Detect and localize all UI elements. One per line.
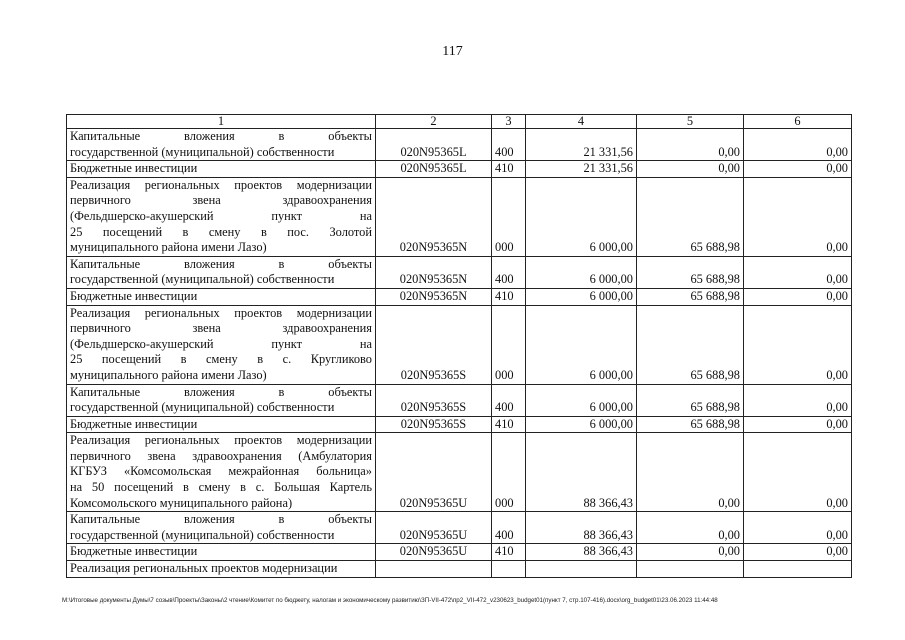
column-header: 3 [492, 115, 526, 129]
row-value-col5: 0,00 [637, 129, 744, 161]
row-value-col6: 0,00 [744, 512, 852, 544]
row-value-col4 [526, 561, 637, 578]
row-name-line: муниципального района имени Лазо) [70, 367, 267, 382]
row-name-line: Капитальные вложения в объекты [70, 384, 372, 399]
row-name [67, 544, 376, 561]
row-value-col5: 65 688,98 [637, 288, 744, 305]
row-name-line: 25 посещений в смену в с. Кругликово [70, 352, 372, 367]
row-expense-type: 000 [492, 305, 526, 384]
row-name [67, 561, 376, 578]
table-row [67, 512, 852, 544]
row-code: 020N95365U [376, 433, 492, 512]
row-name-line: (Фельдшерско-акушерский пункт на [70, 208, 372, 223]
row-name [67, 177, 376, 256]
row-value-col6: 0,00 [744, 544, 852, 561]
row-name-line: Реализация региональных проектов модернизации [70, 305, 372, 320]
row-name-line: Капитальные вложения в объекты [70, 129, 372, 143]
row-name-line: Бюджетные инвестиции [70, 416, 198, 431]
row-value-col6: 0,00 [744, 129, 852, 161]
column-header: 1 [67, 115, 376, 129]
table-row [67, 256, 852, 288]
row-code: 020N95365N [376, 177, 492, 256]
row-name-line: государственной (муниципальной) собственности [70, 527, 335, 542]
row-name-line: первичного звена здравоохранения (Амбулатория [70, 448, 372, 463]
row-name-line: Бюджетные инвестиции [70, 161, 198, 176]
table-row [67, 161, 852, 178]
row-expense-type: 400 [492, 512, 526, 544]
row-value-col4: 6 000,00 [526, 416, 637, 433]
row-value-col6: 0,00 [744, 384, 852, 416]
row-name-line: муниципального района имени Лазо) [70, 240, 267, 255]
row-value-col6 [744, 561, 852, 578]
row-name-line: (Фельдшерско-акушерский пункт на [70, 336, 372, 351]
column-header: 4 [526, 115, 637, 129]
column-header: 2 [376, 115, 492, 129]
row-value-col4: 6 000,00 [526, 177, 637, 256]
row-value-col5: 65 688,98 [637, 256, 744, 288]
row-name-line: первичного звена здравоохранения [70, 321, 372, 336]
row-name [67, 256, 376, 288]
row-value-col5: 65 688,98 [637, 177, 744, 256]
page-number: 117 [442, 44, 463, 59]
row-name [67, 305, 376, 384]
row-name-line: Реализация региональных проектов модернизации [70, 177, 372, 192]
row-name [67, 129, 376, 161]
row-code [376, 561, 492, 578]
row-value-col6: 0,00 [744, 288, 852, 305]
row-name-line: государственной (муниципальной) собственности [70, 144, 335, 159]
row-value-col5: 0,00 [637, 433, 744, 512]
row-name [67, 288, 376, 305]
row-name-line: на 50 посещений в смену в с. Большая Картель [70, 480, 372, 495]
table-row [67, 544, 852, 561]
row-expense-type [492, 561, 526, 578]
row-expense-type: 400 [492, 129, 526, 161]
file-path-footer: M:\Итоговые документы Думы\7 созыв\Проекты\Законы\2 чтение\Комитет по бюджету, налогам и экономическому развитию\ЗП-VII-472\пр2_VII-472_v230623_budget01(пункт 7, стр.107-416).docx\org_budget01\23.06.2023 11:44:48 [62, 597, 718, 604]
row-expense-type: 400 [492, 256, 526, 288]
row-value-col5: 65 688,98 [637, 384, 744, 416]
row-name-line: КГБУЗ «Комсомольская межрайонная больница» [70, 464, 372, 479]
row-code: 020N95365N [376, 288, 492, 305]
row-name-line: Реализация региональных проектов модернизации [70, 561, 338, 576]
row-code: 020N95365L [376, 129, 492, 161]
table-row [67, 129, 852, 161]
row-name [67, 161, 376, 178]
table-row [67, 384, 852, 416]
row-expense-type: 410 [492, 544, 526, 561]
row-value-col4: 88 366,43 [526, 544, 637, 561]
row-code: 020N95365U [376, 512, 492, 544]
row-code: 020N95365U [376, 544, 492, 561]
row-value-col4: 88 366,43 [526, 433, 637, 512]
row-value-col5: 65 688,98 [637, 416, 744, 433]
budget-table [66, 114, 852, 578]
row-name-line: Комсомольского муниципального района) [70, 495, 293, 510]
table-row [67, 177, 852, 256]
row-value-col4: 6 000,00 [526, 305, 637, 384]
table-row [67, 433, 852, 512]
row-value-col5 [637, 561, 744, 578]
row-code: 020N95365L [376, 161, 492, 178]
row-value-col5: 0,00 [637, 161, 744, 178]
row-name [67, 416, 376, 433]
row-name [67, 512, 376, 544]
row-name-line: Капитальные вложения в объекты [70, 256, 372, 271]
row-name-line: 25 посещений в смену в пос. Золотой [70, 224, 372, 239]
table-header-row [67, 115, 852, 129]
row-name-line: первичного звена здравоохранения [70, 193, 372, 208]
row-name-line: государственной (муниципальной) собственности [70, 400, 335, 415]
row-value-col4: 21 331,56 [526, 129, 637, 161]
row-name [67, 433, 376, 512]
row-expense-type: 400 [492, 384, 526, 416]
row-code: 020N95365S [376, 305, 492, 384]
row-expense-type: 410 [492, 288, 526, 305]
row-value-col6: 0,00 [744, 416, 852, 433]
row-value-col6: 0,00 [744, 305, 852, 384]
row-code: 020N95365S [376, 416, 492, 433]
row-name [67, 384, 376, 416]
row-value-col4: 6 000,00 [526, 384, 637, 416]
row-value-col4: 21 331,56 [526, 161, 637, 178]
row-expense-type: 410 [492, 161, 526, 178]
row-value-col6: 0,00 [744, 433, 852, 512]
row-expense-type: 000 [492, 177, 526, 256]
row-name-line: государственной (муниципальной) собственности [70, 272, 335, 287]
column-header: 6 [744, 115, 852, 129]
table-row [67, 288, 852, 305]
table-row [67, 416, 852, 433]
row-value-col4: 6 000,00 [526, 256, 637, 288]
row-expense-type: 410 [492, 416, 526, 433]
row-value-col6: 0,00 [744, 161, 852, 178]
row-name-line: Бюджетные инвестиции [70, 288, 198, 303]
row-value-col5: 0,00 [637, 544, 744, 561]
row-code: 020N95365S [376, 384, 492, 416]
row-code: 020N95365N [376, 256, 492, 288]
table-row [67, 305, 852, 384]
row-value-col4: 6 000,00 [526, 288, 637, 305]
row-value-col4: 88 366,43 [526, 512, 637, 544]
row-name-line: Реализация региональных проектов модернизации [70, 433, 372, 448]
row-value-col5: 65 688,98 [637, 305, 744, 384]
row-name-line: Капитальные вложения в объекты [70, 512, 372, 527]
row-value-col6: 0,00 [744, 177, 852, 256]
column-header: 5 [637, 115, 744, 129]
row-value-col6: 0,00 [744, 256, 852, 288]
row-value-col5: 0,00 [637, 512, 744, 544]
row-name-line: Бюджетные инвестиции [70, 544, 198, 559]
row-expense-type: 000 [492, 433, 526, 512]
table-row [67, 561, 852, 578]
